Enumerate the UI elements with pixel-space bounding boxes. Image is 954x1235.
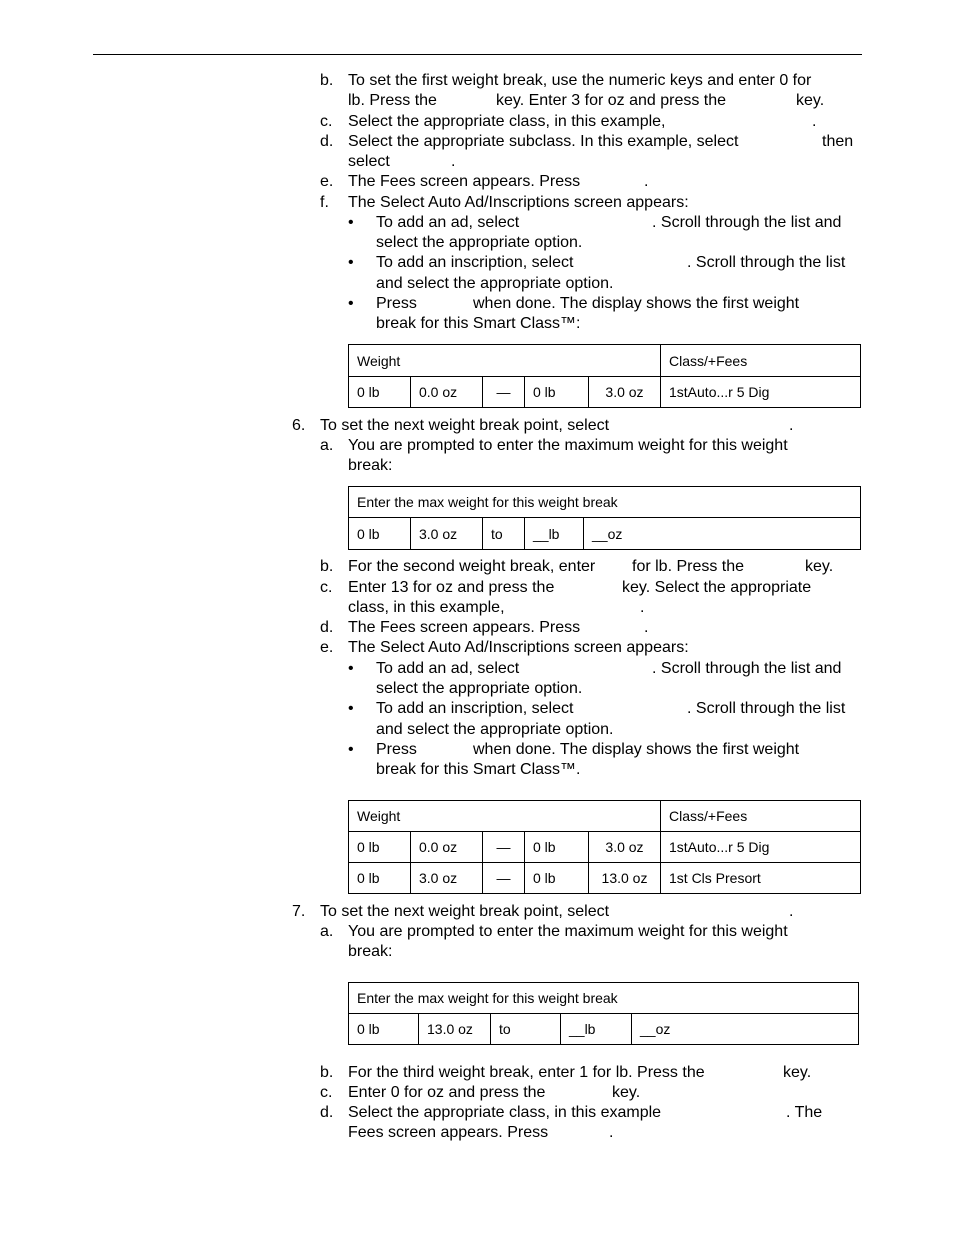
text-line: key.	[783, 1064, 812, 1081]
text-line: key.	[612, 1084, 641, 1101]
table-cell: 1stAuto...r 5 Dig	[661, 377, 861, 408]
table-header: Enter the max weight for this weight break	[349, 983, 859, 1014]
text-line: break:	[348, 457, 393, 474]
table-cell: 0 lb	[349, 863, 411, 894]
text-line: .	[789, 417, 794, 434]
table-cell: 0.0 oz	[411, 832, 483, 863]
text-line: To add an inscription, select	[376, 700, 574, 717]
text-line: .	[789, 903, 794, 920]
text-line: For the third weight break, enter 1 for lb. Press the	[348, 1064, 705, 1081]
table-cell: 3.0 oz	[411, 518, 483, 550]
text-line: key. Enter 3 for oz and press the	[496, 92, 727, 109]
text-line: when done. The display shows the first weight	[473, 295, 800, 312]
step-label: d.	[320, 1104, 334, 1121]
step-label: d.	[320, 133, 334, 150]
text-line: when done. The display shows the first weight	[473, 741, 800, 758]
text-line: To add an ad, select	[376, 660, 520, 677]
table-header-class: Class/+Fees	[661, 345, 861, 377]
table-cell: 0.0 oz	[411, 377, 483, 408]
table-cell: to	[491, 1014, 561, 1045]
bullet: •	[348, 295, 354, 312]
text-line: key.	[805, 558, 834, 575]
table-cell: 13.0 oz	[589, 863, 661, 894]
text-line: .	[640, 599, 645, 616]
step-label: b.	[320, 1064, 334, 1081]
step-label: c.	[320, 579, 333, 596]
text-line: . Scroll through the list	[687, 700, 846, 717]
text-line: and select the appropriate option.	[376, 275, 614, 292]
table-header-class: Class/+Fees	[661, 801, 861, 832]
text-line: To add an ad, select	[376, 214, 520, 231]
text-line: . Scroll through the list	[687, 254, 846, 271]
table-header-weight: Weight	[349, 801, 661, 832]
text-line: break:	[348, 943, 393, 960]
step-label: c.	[320, 113, 333, 130]
table-cell: —	[483, 377, 525, 408]
step-label: e.	[320, 639, 334, 656]
table-cell: —	[483, 863, 525, 894]
table-cell: 0 lb	[349, 832, 411, 863]
step-label: f.	[320, 194, 329, 211]
step-label: a.	[320, 437, 334, 454]
text-line: The Fees screen appears. Press	[348, 619, 581, 636]
table-cell: 0 lb	[525, 832, 589, 863]
step-label: d.	[320, 619, 334, 636]
weight-break-table	[348, 344, 861, 408]
weight-lb-field[interactable]: __lb	[561, 1014, 632, 1045]
table-header: Enter the max weight for this weight break	[349, 487, 861, 518]
text-line: Press	[376, 295, 417, 312]
step-label: b.	[320, 558, 334, 575]
weight-lb-field[interactable]: __lb	[525, 518, 584, 550]
text-line: . The	[786, 1104, 823, 1121]
text-line: . Scroll through the list and	[652, 660, 842, 677]
text-line: select the appropriate option.	[376, 680, 583, 697]
table-cell: 0 lb	[525, 377, 589, 408]
text-line: Fees screen appears. Press	[348, 1124, 549, 1141]
table-cell: 0 lb	[525, 863, 589, 894]
max-weight-entry-table	[348, 982, 859, 1045]
text-line: Select the appropriate class, in this example,	[348, 113, 666, 130]
bullet: •	[348, 214, 354, 231]
text-line: The Fees screen appears. Press	[348, 173, 581, 190]
table-cell: 0 lb	[349, 1014, 419, 1045]
text-line: key. Select the appropriate	[622, 579, 812, 596]
step-number: 7.	[292, 903, 306, 920]
text-line: For the second weight break, enter	[348, 558, 596, 575]
text-line: To add an inscription, select	[376, 254, 574, 271]
max-weight-entry-table	[348, 486, 861, 550]
table-cell: 3.0 oz	[589, 832, 661, 863]
step-label: a.	[320, 923, 334, 940]
text-line: The Select Auto Ad/Inscriptions screen appears:	[348, 194, 689, 211]
text-line: break for this Smart Class™:	[376, 315, 581, 332]
text-line: Enter 0 for oz and press the	[348, 1084, 546, 1101]
bullet: •	[348, 700, 354, 717]
text-line: You are prompted to enter the maximum weight for this weight	[348, 437, 788, 454]
bullet: •	[348, 254, 354, 271]
table-cell: 1stAuto...r 5 Dig	[661, 832, 861, 863]
text-line: for lb. Press the	[632, 558, 745, 575]
table-cell: 1st Cls Presort	[661, 863, 861, 894]
text-line: . Scroll through the list and	[652, 214, 842, 231]
text-line: Enter 13 for oz and press the	[348, 579, 555, 596]
text-line: and select the appropriate option.	[376, 721, 614, 738]
table-cell: —	[483, 832, 525, 863]
table-cell: 0 lb	[349, 377, 411, 408]
text-line: key.	[796, 92, 825, 109]
step-label: e.	[320, 173, 334, 190]
text-line: class, in this example,	[348, 599, 505, 616]
text-line: .	[644, 619, 649, 636]
table-cell: to	[483, 518, 525, 550]
step-label: b.	[320, 72, 334, 89]
text-line: select	[348, 153, 390, 170]
text-line: lb. Press the	[348, 92, 437, 109]
weight-break-table	[348, 800, 861, 894]
table-cell: 13.0 oz	[419, 1014, 491, 1045]
bullet: •	[348, 741, 354, 758]
text-line: To set the first weight break, use the numeric keys and enter 0 for	[348, 72, 812, 89]
text-line: The Select Auto Ad/Inscriptions screen appears:	[348, 639, 689, 656]
weight-oz-field[interactable]: __oz	[584, 518, 861, 550]
table-cell: 3.0 oz	[589, 377, 661, 408]
step-label: c.	[320, 1084, 333, 1101]
text-line: You are prompted to enter the maximum weight for this weight	[348, 923, 788, 940]
text-line: Select the appropriate subclass. In this example, select	[348, 133, 739, 150]
text-line: Select the appropriate class, in this example	[348, 1104, 662, 1121]
table-cell: 0 lb	[349, 518, 411, 550]
text-line: .	[812, 113, 817, 130]
table-row	[349, 863, 861, 894]
weight-oz-field[interactable]: __oz	[632, 1014, 859, 1045]
table-cell: 3.0 oz	[411, 863, 483, 894]
text-line: .	[609, 1124, 614, 1141]
text-line: Press	[376, 741, 417, 758]
text-line: break for this Smart Class™.	[376, 761, 581, 778]
step-number: 6.	[292, 417, 306, 434]
text-line: then	[822, 133, 854, 150]
header-rule	[93, 54, 862, 55]
table-header-weight: Weight	[349, 345, 661, 377]
text-line: To set the next weight break point, select	[320, 417, 610, 434]
bullet: •	[348, 660, 354, 677]
text-line: .	[644, 173, 649, 190]
text-line: To set the next weight break point, select	[320, 903, 610, 920]
text-line: .	[451, 153, 456, 170]
table-row	[349, 832, 861, 863]
text-line: select the appropriate option.	[376, 234, 583, 251]
